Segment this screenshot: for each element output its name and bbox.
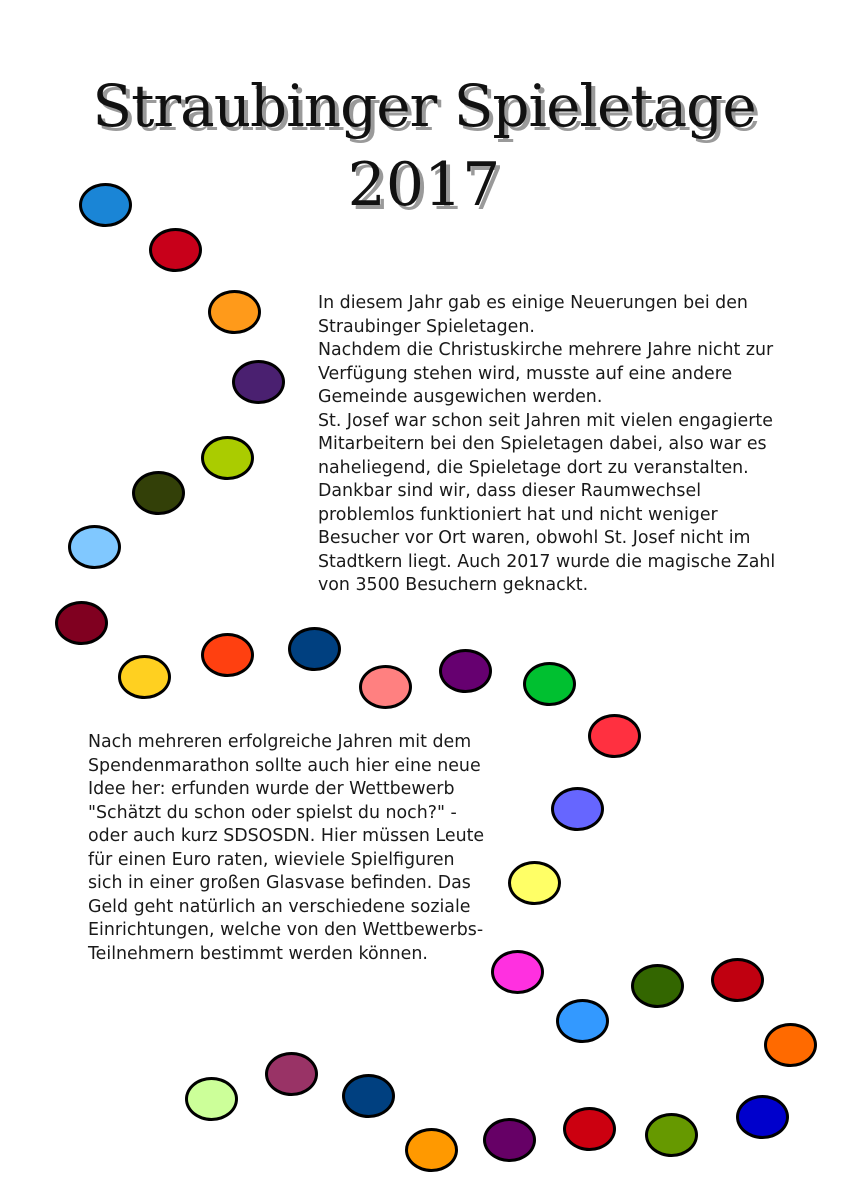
game-field [208, 290, 261, 334]
game-field [232, 360, 285, 404]
game-field [556, 999, 609, 1043]
intro-text [318, 292, 798, 598]
paragraph: Nach mehreren erfolgreiche Jahren mit dem Spendenmarathon sollte auch hier eine neue Idee her: erfunden wurde der Wettbewerb "Schätzt du schon oder spielst du noch?" - oder auch kurz SDSOSDN. Hier müssen Leute für einen Euro raten, wieviele Spielfiguren sich in einer großen Glasvase befinden. Das Geld geht natürlich an verschiedene soziale Einrichtungen, welche von den Wettbewerbs-Teilnehmern bestimmt werden können. [88, 732, 485, 964]
game-field [185, 1077, 238, 1121]
game-field [563, 1107, 616, 1151]
game-field [118, 655, 171, 699]
game-field [588, 714, 641, 758]
paragraph: In diesem Jahr gab es einige Neuerungen bei den Straubinger Spieletagen. [318, 293, 748, 337]
game-field [711, 958, 764, 1002]
game-field [405, 1128, 458, 1172]
game-field [55, 601, 108, 645]
game-field [523, 662, 576, 706]
game-field [631, 964, 684, 1008]
page-title: Straubinger Spieletage [92, 72, 756, 140]
game-field [736, 1095, 789, 1139]
paragraph: St. Josef war schon seit Jahren mit vielen engagierte Mitarbeitern bei den Spieletagen dabei, also war es naheliegend, die Spieletage dort zu veranstalten. [318, 410, 773, 478]
game-field [551, 787, 604, 831]
contest-text [88, 731, 488, 966]
paragraph: Dankbar sind wir, dass dieser Raumwechsel problemlos funktioniert hat und nicht weniger Besucher vor Ort waren, obwohl St. Josef nicht im Stadtkern liegt. Auch 2017 wurde die magische Zahl von 3500 Besuchern geknackt. [318, 481, 776, 595]
game-field [645, 1113, 698, 1157]
game-field [79, 183, 132, 227]
game-field [265, 1052, 318, 1096]
game-field [491, 950, 544, 994]
game-field [201, 633, 254, 677]
game-field [508, 861, 561, 905]
page-title-year: 2017 [347, 150, 501, 220]
game-field [439, 649, 492, 693]
game-field [764, 1023, 817, 1067]
game-field [359, 665, 412, 709]
game-field [288, 627, 341, 671]
game-field [68, 525, 121, 569]
game-field [149, 228, 202, 272]
game-field [132, 471, 185, 515]
game-field [201, 436, 254, 480]
paragraph: Nachdem die Christuskirche mehrere Jahre nicht zur Verfügung stehen wird, musste auf eine andere Gemeinde ausgewichen werden. [318, 340, 774, 407]
game-field [342, 1074, 395, 1118]
game-field [483, 1118, 536, 1162]
